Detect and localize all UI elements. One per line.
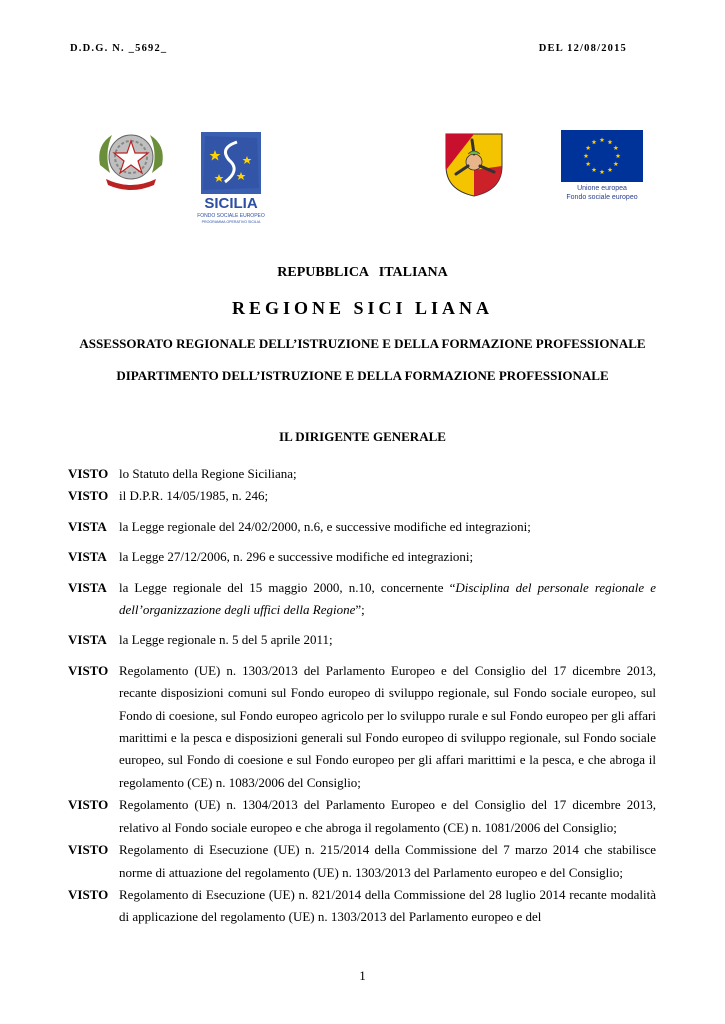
entry-keyword: VISTA xyxy=(68,518,107,534)
entry-text: il D.P.R. 14/05/1985, n. 246; xyxy=(119,488,269,504)
eu-caption-fund: Fondo sociale europeo xyxy=(566,194,638,201)
entry-text: la Legge regionale del 15 maggio 2000, n.10, concernente “Disciplina del personale regionale e dell’organizzazione degli uffici della Regione”; xyxy=(119,579,656,618)
entry-keyword: VISTA xyxy=(68,549,107,565)
entry-text: Regolamento di Esecuzione (UE) n. 215/2014 della Commissione del 7 marzo 2014 che stabilisce norme di attuazione del regolamento (UE) n. 1303/2013 del Parlamento europeo e del Consiglio; xyxy=(119,842,656,880)
entry-keyword: VISTO xyxy=(68,466,109,481)
decree-body xyxy=(68,463,656,929)
dipartimento-heading: DIPARTIMENTO DELL’ISTRUZIONE E DELLA FORMAZIONE PROFESSIONALE xyxy=(116,368,609,383)
entry-keyword: VISTA xyxy=(68,579,107,595)
visto-entry xyxy=(68,794,656,839)
visto-entry xyxy=(68,485,656,507)
entry-text: la Legge 27/12/2006, n. 296 e successive modifiche ed integrazioni; xyxy=(119,549,474,565)
entry-text: la Legge regionale del 24/02/2000, n.6, e successive modifiche ed integrazioni; xyxy=(119,518,531,534)
vista-entry xyxy=(68,629,656,651)
entry-keyword: VISTA xyxy=(68,632,107,648)
entry-keyword: VISTO xyxy=(68,797,109,813)
entry-text: Regolamento (UE) n. 1304/2013 del Parlamento Europeo e del Consiglio del 17 dicembre 2013, relativo al Fondo sociale europeo e che abroga il regolamento (CE) n. 1081/2006 del Consiglio; xyxy=(119,797,656,835)
vista-entry xyxy=(68,546,656,568)
visto-entry xyxy=(68,884,656,929)
vista-entry xyxy=(68,516,656,538)
entry-text: lo Statuto della Regione Siciliana; xyxy=(119,466,297,481)
assessorato-heading: ASSESSORATO REGIONALE DELL’ISTRUZIONE E DELLA FORMAZIONE PROFESSIONALE xyxy=(79,336,646,351)
italian-republic-emblem-icon xyxy=(92,125,170,193)
entry-text: Regolamento di Esecuzione (UE) n. 821/2014 della Commissione del 28 luglio 2014 recante modalità di applicazione del regolamento (UE) n. 1303/2013 del Parlamento europeo e del xyxy=(119,886,656,925)
decree-date: DEL 12/08/2015 xyxy=(538,43,627,54)
entry-text: Regolamento (UE) n. 1303/2013 del Parlamento Europeo e del Consiglio del 17 dicembre 2013, recante disposizioni comuni sul Fondo europeo di sviluppo regionale, sul Fondo sociale europeo, sul Fondo di coesione, sul Fondo europeo agricolo per lo sviluppo rurale e sul Fondo europeo per gli affari marittimi e la pesca e disposizioni generali sul Fondo europeo di sviluppo regionale, sul Fondo sociale europeo, sul Fondo di coesione e sul Fondo europeo per gli affari marittimi e la pesca, e che abroga il regolamento (CE) n. 1083/2006 del Consiglio; xyxy=(119,662,656,790)
visto-entry xyxy=(68,839,656,884)
trinacria-emblem-icon xyxy=(442,130,506,198)
visto-entry xyxy=(68,463,656,485)
repubblica-heading: REPUBBLICA ITALIANA xyxy=(277,265,448,280)
dirigente-heading: IL DIRIGENTE GENERALE xyxy=(279,429,446,444)
entry-keyword: VISTO xyxy=(68,842,109,858)
visto-entry xyxy=(68,660,656,794)
entry-keyword: VISTO xyxy=(68,662,109,678)
vista-entry xyxy=(68,577,656,622)
regione-heading: REGIONE SICI LIANA xyxy=(231,298,494,318)
svg-text:FONDO SOCIALE EUROPEO: FONDO SOCIALE EUROPEO xyxy=(197,213,265,219)
fse-sicilia-logo xyxy=(195,128,267,228)
decree-number: D.D.G. N. _5692_ xyxy=(70,43,168,54)
entry-text: la Legge regionale n. 5 del 5 aprile 2011; xyxy=(119,632,333,648)
entry-keyword: VISTO xyxy=(68,488,109,504)
entry-keyword: VISTO xyxy=(68,886,109,902)
svg-text:PROGRAMMA OPERATIVO SICILIA: PROGRAMMA OPERATIVO SICILIA xyxy=(201,220,261,224)
page-number: 1 xyxy=(359,968,366,983)
sicilia-logo-text: SICILIA xyxy=(204,195,258,212)
eu-caption-union: Unione europea xyxy=(577,185,627,192)
